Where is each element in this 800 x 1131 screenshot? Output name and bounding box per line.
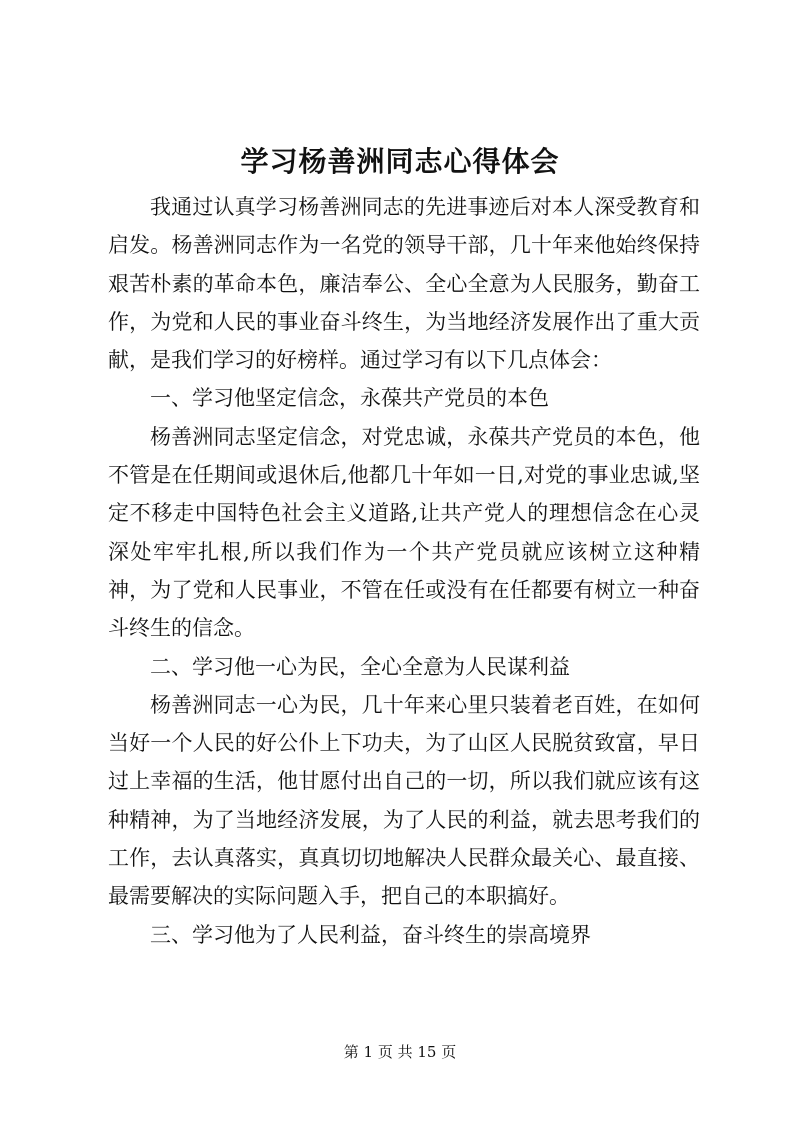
document-title: 学习杨善洲同志心得体会 xyxy=(240,145,560,178)
section-heading-3: 三、学习他为了人民利益，奋斗终生的崇高境界 xyxy=(150,922,591,947)
section-heading-2: 二、学习他一心为民，全心全意为人民谋利益 xyxy=(150,654,570,679)
section-2-paragraph: 杨善洲同志一心为民，几十年来心里只装着老百姓，在如何当好一个人民的好公仆上下功夫，为了山区人民脱贫致富，早日过上幸福的生活，他甘愿付出自己的一切，所以我们就应该有这种精神，为了当地经济发展，为了人民的利益，就去思考我们的工作，去认真落实，真真切切地解决人民群众最关心、最直接、最需要解决的实际问题入手，把自己的本职搞好。 xyxy=(108,692,700,909)
section-heading-1: 一、学习他坚定信念，永葆共产党员的本色 xyxy=(150,386,549,411)
page-footer: 第 1 页 共 15 页 xyxy=(343,1043,457,1061)
document-body xyxy=(108,188,700,954)
section-1-paragraph: 杨善洲同志坚定信念，对党忠诚，永葆共产党员的本色，他不管是在任期间或退休后,他都几十年如一日,对党的事业忠诚,坚定不移走中国特色社会主义道路,让共产党人的理想信念在心灵深处牢牢扎根,所以我们作为一个共产党员就应该树立这种精神，为了党和人民事业，不管在任或没有在任都要有树立一种奋斗终生的信念。 xyxy=(108,424,700,641)
intro-paragraph: 我通过认真学习杨善洲同志的先进事迹后对本人深受教育和启发。杨善洲同志作为一名党的领导干部，几十年来他始终保持艰苦朴素的革命本色，廉洁奉公、全心全意为人民服务，勤奋工作，为党和人民的事业奋斗终生，为当地经济发展作出了重大贡献，是我们学习的好榜样。通过学习有以下几点体会： xyxy=(108,195,700,373)
